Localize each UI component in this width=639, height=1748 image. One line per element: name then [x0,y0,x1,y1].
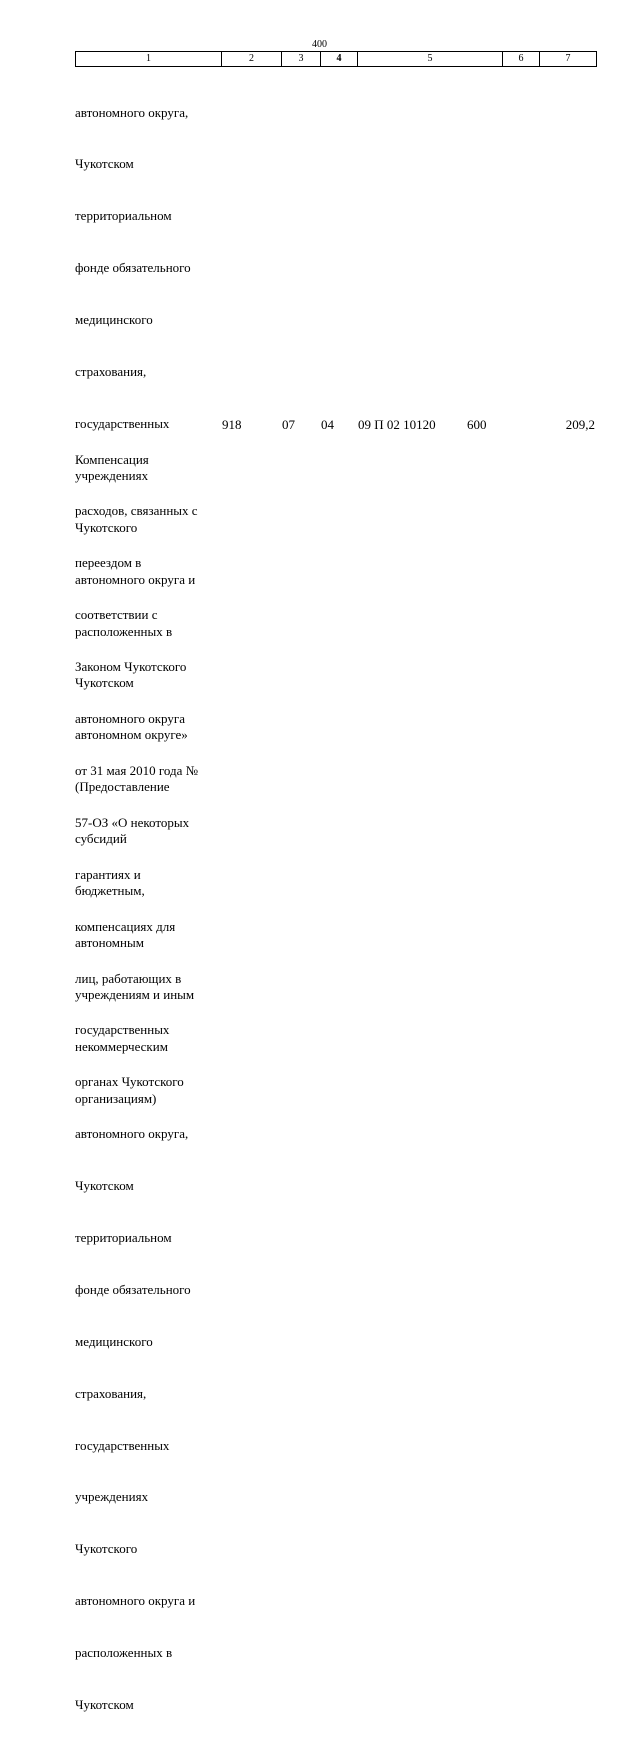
description-line: расположенных в [75,623,173,639]
description-line: учреждениям и иным [75,986,195,1002]
description-line: государственных [75,1437,170,1453]
description-line: территориальном [75,1229,172,1245]
column-header-4: 4 [321,52,358,67]
description-line: лиц, работающих в [75,970,182,986]
cell-subsection-code: 04 [321,417,334,432]
description-line: Чукотском [75,156,134,172]
description-line: Чукотском [75,1178,134,1194]
column-header-2: 2 [222,52,282,67]
description-line: фонде обязательного [75,260,191,276]
cell-section-code: 07 [282,417,295,432]
description-line: некоммерческим [75,1038,168,1054]
description-line: соответствии с [75,607,158,623]
description-line: автономного округа и [75,571,196,587]
description-line: медицинского [75,1333,153,1349]
table-header [75,51,597,67]
description-line: бюджетным, [75,882,145,898]
cell-amount: 209,2 [565,417,595,432]
column-header-3: 3 [282,52,321,67]
description-line: государственных [75,415,170,431]
description-line: субсидий [75,831,127,847]
column-header-7: 7 [540,52,597,67]
description-line: фонде обязательного [75,1281,191,1297]
description-line: автономном округе» [75,727,188,743]
cell-target-article: 09 П 02 10120 [358,417,436,432]
description-line: автономного округа и [75,1593,196,1609]
cell-expense-type: 600 [467,417,487,432]
description-line: Чукотском [75,675,134,691]
description-line: (Предоставление [75,779,170,795]
description-line: Законом Чукотского [75,659,187,675]
description-line: 57-ОЗ «О некоторых [75,814,190,830]
description-line: территориальном [75,208,172,224]
description-line: Чукотского [75,1541,138,1557]
description-line: переездом в [75,555,142,571]
description-line: автономным [75,934,144,950]
description-line: гарантиях и [75,866,141,882]
description-line: медицинского [75,312,153,328]
description-line: компенсациях для [75,918,176,934]
description-line: автономного округа, [75,104,189,120]
description-line: автономного округа [75,711,185,727]
description-line: страхования, [75,1385,147,1401]
column-header-6: 6 [503,52,540,67]
page-number: 400 [312,39,327,50]
description-line: учреждениях [75,467,149,483]
description-line: расположенных в [75,1645,173,1661]
description-line: от 31 мая 2010 года № [75,762,199,778]
row-description [75,416,220,1748]
description-line: органах Чукотского [75,1074,184,1090]
cell-ministry-code: 918 [222,417,242,432]
description-line: организациям) [75,1090,157,1106]
description-line: страхования, [75,364,147,380]
description-line: расходов, связанных с [75,503,198,519]
description-line: автономного округа, [75,1126,189,1142]
description-line: Компенсация [75,451,149,467]
description-line: Чукотского [75,519,138,535]
description-line: учреждениях [75,1489,149,1505]
description-line: государственных [75,1022,170,1038]
column-header-5: 5 [358,52,503,67]
column-header-1: 1 [76,52,222,67]
description-line: Чукотском [75,1696,134,1712]
